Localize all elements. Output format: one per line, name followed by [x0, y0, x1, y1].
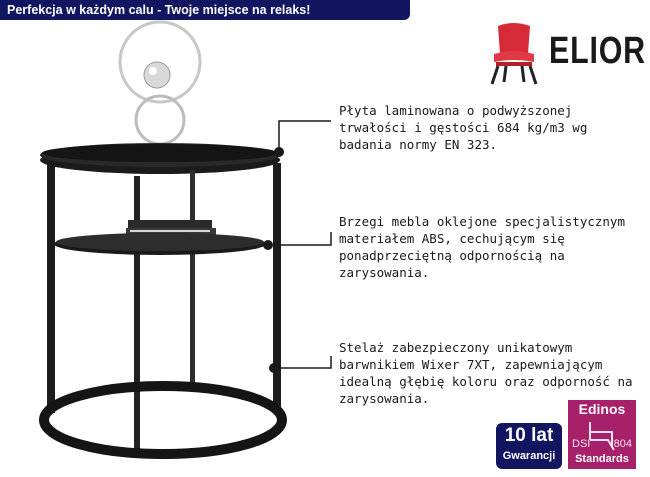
banner-text: Perfekcja w każdym calu - Twoje miejsce na relaks!: [7, 3, 311, 17]
certificate-dsi: DSI: [572, 438, 591, 450]
table: [40, 143, 282, 454]
warranty-years: 10 lat: [504, 425, 554, 446]
feature-description-3: Stelaż zabezpieczony unikatowym barwnikiem Wixer 7XT, zapewniającym idealną głębię koloru oraz odporność na zarysowania.: [339, 340, 633, 406]
feature-description-1: Płyta laminowana o podwyższonej trwałości i gęstości 684 kg/m3 wg badania normy EN 323.: [339, 103, 588, 152]
warranty-badge: [496, 423, 562, 469]
certificate-brand: Edinos: [578, 401, 626, 417]
feature-description-2: Brzegi mebla oklejone specjalistycznym materiałem ABS, cechującym się ponadprzeciętną odpornością na zarysowania.: [339, 214, 625, 280]
certificate-badge: [568, 400, 636, 469]
warranty-label: Gwarancji: [502, 450, 556, 462]
decor-lamp: [120, 22, 204, 155]
certificate-label: Standards: [575, 453, 629, 465]
brand-name: ELIOR: [549, 30, 646, 72]
callout-1: [274, 121, 331, 157]
certificate-number: 804: [613, 438, 632, 450]
